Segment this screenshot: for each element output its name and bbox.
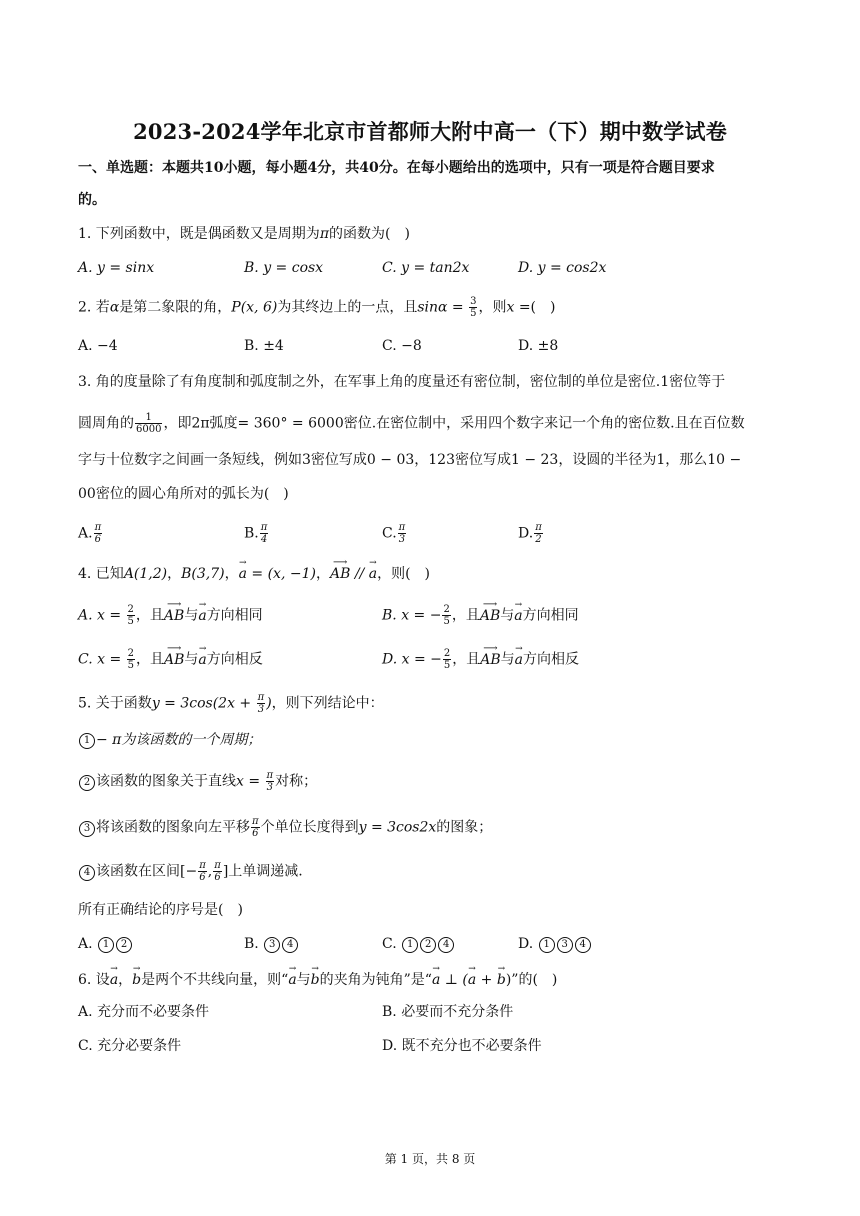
q2-option-c: C. −8 <box>382 338 422 354</box>
section-heading: 一、单选题：本题共10小题，每小题4分，共40分。在每小题给出的选项中，只有一项是符合题目要求 <box>78 160 715 176</box>
q6-option-c: C. 充分必要条件 <box>78 1038 182 1054</box>
question-1: 1. 下列函数中，既是偶函数又是周期为π的函数为( ) <box>78 226 410 242</box>
q3-option-d: D. $\frac{\pi}{2}$ <box>518 522 542 545</box>
q4-option-c: C. x = $\frac{2}{5}$ ，且⟶ AB与→ a方向相反 <box>78 648 263 671</box>
q4-option-a: A. x = $\frac{2}{5}$ ，且⟶ AB与→ a方向相同 <box>78 604 263 627</box>
q4-option-d: D. x = − $\frac{2}{5}$ ，且⟶ AB与→ a方向相反 <box>382 648 579 671</box>
q5-ask: 所有正确结论的序号是( ) <box>78 902 243 918</box>
q6-option-d: D. 既不充分也不必要条件 <box>382 1038 542 1054</box>
q2-option-a: A. −4 <box>78 338 118 354</box>
fraction: $\frac{3}{5}$ <box>470 296 477 319</box>
q1-option-c: C. y = tan2x <box>382 260 470 276</box>
q5-option-b: B. 3 4 <box>244 934 299 954</box>
q5-claim-2: 2 该函数的图象关于直线x = $\frac{\pi}{3}$ 对称； <box>78 770 778 793</box>
question-3-line4: 00密位的圆心角所对的弧长为( ) <box>78 486 289 502</box>
question-3-line3: 字与十位数字之间画一条短线，例如3密位写成0 − 03，123密位写成1 − 23，设圆的半径为1，那么10 − <box>78 452 742 468</box>
q3-option-c: C. $\frac{\pi}{3}$ <box>382 522 406 545</box>
q2-option-b: B. ±4 <box>244 338 284 354</box>
q5-claim-4: 4 该函数在区间[− $\frac{\pi}{6}$ , $\frac{\pi}{6}$ ]上单调递减. <box>78 860 778 883</box>
q5-option-d: D. 1 3 4 <box>518 934 592 954</box>
page-title: 2023-2024学年北京市首都师大附中高一（下）期中数学试卷 <box>133 119 727 144</box>
page-footer: 第 1 页，共 8 页 <box>384 1152 476 1166</box>
q5-option-a: A. 1 2 <box>78 934 133 954</box>
q5-claim-3: 3 将该函数的图象向左平移 $\frac{\pi}{6}$ 个单位长度得到y = 3cos2x的图象； <box>78 816 778 839</box>
q3-option-b: B. $\frac{\pi}{4}$ <box>244 522 268 545</box>
question-6: 6. 设→ a，→ b是两个不共线向量，则“→ a与→ b的夹角为钝角”是“→ a ⊥ (→ a + → b)”的( ) <box>78 970 778 990</box>
question-3-line2: 圆周角的 $\frac{1}{6000}$ ，即2π弧度= 360° = 6000密位.在密位制中，采用四个数字来记一个角的密位数.且在百位数 <box>78 412 745 435</box>
q4-option-b: B. x = − $\frac{2}{5}$ ，且⟶ AB与→ a方向相同 <box>382 604 579 627</box>
section-heading-cont: 的。 <box>78 192 106 208</box>
q5-claim-1: 1 − π为该函数的一个周期； <box>78 730 778 750</box>
q5-option-c: C. 1 2 4 <box>382 934 455 954</box>
question-4: 4. 已知A(1,2)，B(3,7)，→ a = (x, −1)，⟶ AB // → a，则( ) <box>78 564 778 584</box>
question-5: 5. 关于函数y = 3cos(2x + $\frac{\pi}{3}$ )，则下列结论中： <box>78 692 384 715</box>
q6-option-b: B. 必要而不充分条件 <box>382 1004 514 1020</box>
question-2: 2. 若α是第二象限的角，P(x, 6)为其终边上的一点，且sinα = $\frac{3}{5}$ ，则x =( ) <box>78 296 556 319</box>
q1-option-d: D. y = cos2x <box>518 260 607 276</box>
q6-option-a: A. 充分而不必要条件 <box>78 1004 210 1020</box>
question-3: 3. 角的度量除了有角度制和弧度制之外，在军事上角的度量还有密位制，密位制的单位是密位.1密位等于 <box>78 374 726 390</box>
q1-option-b: B. y = cosx <box>244 260 324 276</box>
fraction: $\frac{1}{6000}$ <box>136 412 162 435</box>
q2-option-d: D. ±8 <box>518 338 559 354</box>
q3-option-a: A. $\frac{\pi}{6}$ <box>78 522 102 545</box>
q1-option-a: A. y = sinx <box>78 260 155 276</box>
